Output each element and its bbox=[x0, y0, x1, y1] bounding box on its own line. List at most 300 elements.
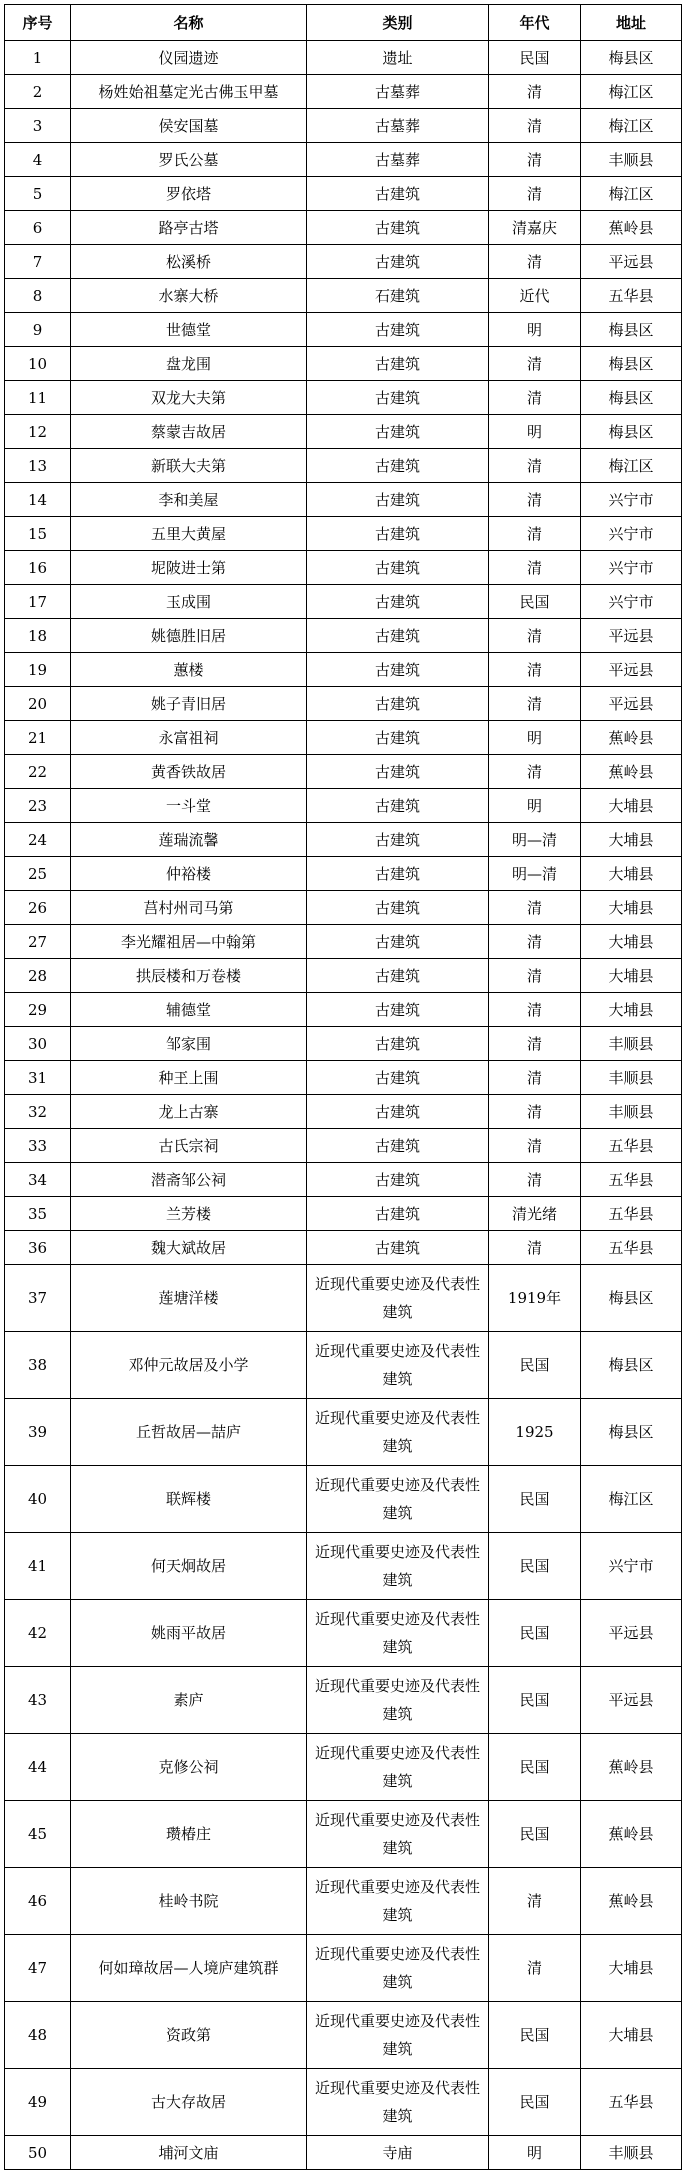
table-row bbox=[5, 755, 682, 789]
header-no: 序号 bbox=[5, 5, 71, 41]
cell-address: 丰顺县 bbox=[581, 1095, 682, 1129]
table-row bbox=[5, 619, 682, 653]
table-row bbox=[5, 1399, 682, 1466]
table-row bbox=[5, 993, 682, 1027]
cell-era: 清 bbox=[489, 925, 581, 959]
table-row bbox=[5, 1533, 682, 1600]
cell-name: 兰芳楼 bbox=[71, 1197, 307, 1231]
cell-name: 邓仲元故居及小学 bbox=[71, 1332, 307, 1399]
cell-name: 仪园遗迹 bbox=[71, 41, 307, 75]
cell-no: 13 bbox=[5, 449, 71, 483]
cell-era: 清 bbox=[489, 381, 581, 415]
cell-name: 盘龙围 bbox=[71, 347, 307, 381]
cell-name: 丘哲故居—喆庐 bbox=[71, 1399, 307, 1466]
table-row bbox=[5, 143, 682, 177]
cell-address: 兴宁市 bbox=[581, 1533, 682, 1600]
cell-address: 丰顺县 bbox=[581, 143, 682, 177]
cell-era: 清嘉庆 bbox=[489, 211, 581, 245]
cell-type: 古建筑 bbox=[307, 1197, 489, 1231]
cell-type: 古建筑 bbox=[307, 177, 489, 211]
cell-address: 梅县区 bbox=[581, 41, 682, 75]
cell-era: 民国 bbox=[489, 1332, 581, 1399]
cell-name: 蕙楼 bbox=[71, 653, 307, 687]
cell-name: 联辉楼 bbox=[71, 1466, 307, 1533]
cell-era: 清 bbox=[489, 891, 581, 925]
cell-address: 五华县 bbox=[581, 279, 682, 313]
cell-address: 蕉岭县 bbox=[581, 1801, 682, 1868]
cell-no: 41 bbox=[5, 1533, 71, 1600]
cell-type: 古建筑 bbox=[307, 993, 489, 1027]
cell-type: 古建筑 bbox=[307, 1129, 489, 1163]
cell-era: 清 bbox=[489, 993, 581, 1027]
table-row bbox=[5, 1163, 682, 1197]
cell-type: 古建筑 bbox=[307, 721, 489, 755]
table-row bbox=[5, 721, 682, 755]
table-row bbox=[5, 1600, 682, 1667]
cell-address: 梅江区 bbox=[581, 177, 682, 211]
cell-type: 近现代重要史迹及代表性建筑 bbox=[307, 1801, 489, 1868]
table-row bbox=[5, 925, 682, 959]
cell-name: 姚子青旧居 bbox=[71, 687, 307, 721]
cell-era: 明 bbox=[489, 789, 581, 823]
cell-address: 梅江区 bbox=[581, 449, 682, 483]
cell-era: 清 bbox=[489, 483, 581, 517]
cell-type: 近现代重要史迹及代表性建筑 bbox=[307, 1734, 489, 1801]
cell-era: 明 bbox=[489, 2136, 581, 2170]
table-header-row bbox=[5, 5, 682, 41]
cell-type: 古建筑 bbox=[307, 891, 489, 925]
cell-era: 民国 bbox=[489, 585, 581, 619]
cell-type: 古建筑 bbox=[307, 1095, 489, 1129]
table-row bbox=[5, 1197, 682, 1231]
cell-address: 蕉岭县 bbox=[581, 1868, 682, 1935]
cell-no: 5 bbox=[5, 177, 71, 211]
cell-name: 魏大斌故居 bbox=[71, 1231, 307, 1265]
cell-address: 兴宁市 bbox=[581, 517, 682, 551]
cell-type: 古建筑 bbox=[307, 687, 489, 721]
table-row bbox=[5, 245, 682, 279]
cell-name: 杨姓始祖墓定光古佛玉甲墓 bbox=[71, 75, 307, 109]
cell-type: 石建筑 bbox=[307, 279, 489, 313]
cell-era: 明—清 bbox=[489, 823, 581, 857]
cell-era: 明 bbox=[489, 721, 581, 755]
cell-address: 大埔县 bbox=[581, 891, 682, 925]
cell-no: 15 bbox=[5, 517, 71, 551]
cell-name: 潜斋邹公祠 bbox=[71, 1163, 307, 1197]
cell-name: 黄香铁故居 bbox=[71, 755, 307, 789]
cell-type: 寺庙 bbox=[307, 2136, 489, 2170]
cell-no: 4 bbox=[5, 143, 71, 177]
table-row bbox=[5, 1868, 682, 1935]
cell-no: 29 bbox=[5, 993, 71, 1027]
cell-address: 蕉岭县 bbox=[581, 211, 682, 245]
cell-no: 47 bbox=[5, 1935, 71, 2002]
cell-address: 平远县 bbox=[581, 653, 682, 687]
cell-no: 25 bbox=[5, 857, 71, 891]
cell-type: 近现代重要史迹及代表性建筑 bbox=[307, 1265, 489, 1332]
cell-type: 近现代重要史迹及代表性建筑 bbox=[307, 1667, 489, 1734]
cell-name: 松溪桥 bbox=[71, 245, 307, 279]
cell-name: 罗依塔 bbox=[71, 177, 307, 211]
cell-name: 罗氏公墓 bbox=[71, 143, 307, 177]
cell-era: 清 bbox=[489, 551, 581, 585]
cell-name: 侯安国墓 bbox=[71, 109, 307, 143]
cell-name: 龙上古寨 bbox=[71, 1095, 307, 1129]
cell-type: 古建筑 bbox=[307, 483, 489, 517]
cell-era: 1919年 bbox=[489, 1265, 581, 1332]
table-row bbox=[5, 1667, 682, 1734]
cell-address: 蕉岭县 bbox=[581, 755, 682, 789]
cell-no: 32 bbox=[5, 1095, 71, 1129]
header-type: 类别 bbox=[307, 5, 489, 41]
cell-address: 平远县 bbox=[581, 1600, 682, 1667]
table-row bbox=[5, 1027, 682, 1061]
table-row bbox=[5, 347, 682, 381]
cell-type: 近现代重要史迹及代表性建筑 bbox=[307, 1533, 489, 1600]
cell-name: 姚雨平故居 bbox=[71, 1600, 307, 1667]
cell-type: 古建筑 bbox=[307, 313, 489, 347]
cell-era: 清 bbox=[489, 1231, 581, 1265]
cell-era: 清 bbox=[489, 1027, 581, 1061]
cell-no: 23 bbox=[5, 789, 71, 823]
cell-era: 民国 bbox=[489, 2069, 581, 2136]
table-row bbox=[5, 959, 682, 993]
cell-era: 清 bbox=[489, 177, 581, 211]
cell-no: 39 bbox=[5, 1399, 71, 1466]
table-body bbox=[5, 41, 682, 2170]
cell-address: 大埔县 bbox=[581, 959, 682, 993]
cell-no: 44 bbox=[5, 1734, 71, 1801]
table-row bbox=[5, 1332, 682, 1399]
cell-address: 五华县 bbox=[581, 1231, 682, 1265]
cell-name: 双龙大夫第 bbox=[71, 381, 307, 415]
cell-address: 大埔县 bbox=[581, 823, 682, 857]
cell-era: 清 bbox=[489, 1129, 581, 1163]
cell-type: 近现代重要史迹及代表性建筑 bbox=[307, 1332, 489, 1399]
cell-name: 何如璋故居—人境庐建筑群 bbox=[71, 1935, 307, 2002]
cell-no: 31 bbox=[5, 1061, 71, 1095]
cell-address: 平远县 bbox=[581, 687, 682, 721]
table-row bbox=[5, 1265, 682, 1332]
cell-era: 明 bbox=[489, 313, 581, 347]
cell-no: 26 bbox=[5, 891, 71, 925]
table-row bbox=[5, 1231, 682, 1265]
cell-no: 42 bbox=[5, 1600, 71, 1667]
cell-type: 古建筑 bbox=[307, 245, 489, 279]
cell-address: 梅江区 bbox=[581, 109, 682, 143]
cell-name: 坭陂进士第 bbox=[71, 551, 307, 585]
cell-name: 邹家围 bbox=[71, 1027, 307, 1061]
cell-no: 7 bbox=[5, 245, 71, 279]
cell-name: 莲塘洋楼 bbox=[71, 1265, 307, 1332]
cell-era: 清 bbox=[489, 1061, 581, 1095]
cell-no: 17 bbox=[5, 585, 71, 619]
cell-address: 蕉岭县 bbox=[581, 721, 682, 755]
cell-era: 清 bbox=[489, 143, 581, 177]
cell-era: 清 bbox=[489, 619, 581, 653]
cell-type: 古建筑 bbox=[307, 1027, 489, 1061]
cell-address: 梅县区 bbox=[581, 381, 682, 415]
cell-no: 48 bbox=[5, 2002, 71, 2069]
cell-no: 9 bbox=[5, 313, 71, 347]
header-address: 地址 bbox=[581, 5, 682, 41]
cell-no: 21 bbox=[5, 721, 71, 755]
cell-no: 18 bbox=[5, 619, 71, 653]
cell-name: 玉成围 bbox=[71, 585, 307, 619]
cell-type: 近现代重要史迹及代表性建筑 bbox=[307, 1399, 489, 1466]
table-row bbox=[5, 891, 682, 925]
cell-no: 10 bbox=[5, 347, 71, 381]
cell-no: 12 bbox=[5, 415, 71, 449]
cell-no: 8 bbox=[5, 279, 71, 313]
cell-no: 33 bbox=[5, 1129, 71, 1163]
cell-era: 民国 bbox=[489, 2002, 581, 2069]
cell-no: 1 bbox=[5, 41, 71, 75]
cell-era: 清 bbox=[489, 75, 581, 109]
cell-type: 近现代重要史迹及代表性建筑 bbox=[307, 1600, 489, 1667]
cell-address: 大埔县 bbox=[581, 857, 682, 891]
table-row bbox=[5, 823, 682, 857]
cell-era: 清 bbox=[489, 1868, 581, 1935]
cell-no: 30 bbox=[5, 1027, 71, 1061]
cell-type: 古建筑 bbox=[307, 789, 489, 823]
cell-no: 22 bbox=[5, 755, 71, 789]
cell-name: 永富祖祠 bbox=[71, 721, 307, 755]
cell-era: 清 bbox=[489, 347, 581, 381]
table-row bbox=[5, 1734, 682, 1801]
cell-no: 49 bbox=[5, 2069, 71, 2136]
cell-era: 清 bbox=[489, 653, 581, 687]
table-row bbox=[5, 313, 682, 347]
cell-name: 拱辰楼和万卷楼 bbox=[71, 959, 307, 993]
cell-address: 梅县区 bbox=[581, 1332, 682, 1399]
cell-address: 兴宁市 bbox=[581, 483, 682, 517]
cell-era: 清 bbox=[489, 755, 581, 789]
cell-address: 五华县 bbox=[581, 1197, 682, 1231]
cell-no: 2 bbox=[5, 75, 71, 109]
cell-no: 38 bbox=[5, 1332, 71, 1399]
cell-era: 清光绪 bbox=[489, 1197, 581, 1231]
cell-type: 古墓葬 bbox=[307, 143, 489, 177]
cell-no: 40 bbox=[5, 1466, 71, 1533]
cell-address: 丰顺县 bbox=[581, 1061, 682, 1095]
cell-address: 丰顺县 bbox=[581, 2136, 682, 2170]
cell-name: 李光耀祖居—中翰第 bbox=[71, 925, 307, 959]
cell-type: 近现代重要史迹及代表性建筑 bbox=[307, 1868, 489, 1935]
table-row bbox=[5, 109, 682, 143]
cell-address: 大埔县 bbox=[581, 993, 682, 1027]
cell-name: 姚德胜旧居 bbox=[71, 619, 307, 653]
cell-no: 35 bbox=[5, 1197, 71, 1231]
cell-type: 近现代重要史迹及代表性建筑 bbox=[307, 1466, 489, 1533]
cell-name: 水寨大桥 bbox=[71, 279, 307, 313]
cell-type: 古建筑 bbox=[307, 1163, 489, 1197]
cell-no: 27 bbox=[5, 925, 71, 959]
cell-type: 古建筑 bbox=[307, 925, 489, 959]
cell-name: 仲裕楼 bbox=[71, 857, 307, 891]
cell-type: 近现代重要史迹及代表性建筑 bbox=[307, 1935, 489, 2002]
cell-name: 莲瑞流馨 bbox=[71, 823, 307, 857]
cell-type: 古建筑 bbox=[307, 551, 489, 585]
cell-no: 34 bbox=[5, 1163, 71, 1197]
table-row bbox=[5, 551, 682, 585]
table-row bbox=[5, 41, 682, 75]
cell-type: 遗址 bbox=[307, 41, 489, 75]
table-row bbox=[5, 279, 682, 313]
table-row bbox=[5, 1935, 682, 2002]
cell-name: 古大存故居 bbox=[71, 2069, 307, 2136]
table-row bbox=[5, 177, 682, 211]
cell-type: 古墓葬 bbox=[307, 109, 489, 143]
cell-name: 素庐 bbox=[71, 1667, 307, 1734]
cell-name: 资政第 bbox=[71, 2002, 307, 2069]
table-row bbox=[5, 2136, 682, 2170]
cell-era: 清 bbox=[489, 109, 581, 143]
cell-name: 路亭古塔 bbox=[71, 211, 307, 245]
table-row bbox=[5, 1801, 682, 1868]
table-row bbox=[5, 653, 682, 687]
cell-type: 古建筑 bbox=[307, 823, 489, 857]
cell-name: 一斗堂 bbox=[71, 789, 307, 823]
heritage-sites-table bbox=[4, 4, 682, 2170]
cell-address: 梅县区 bbox=[581, 415, 682, 449]
cell-era: 清 bbox=[489, 1163, 581, 1197]
cell-type: 古建筑 bbox=[307, 415, 489, 449]
cell-name: 桂岭书院 bbox=[71, 1868, 307, 1935]
cell-era: 清 bbox=[489, 1935, 581, 2002]
cell-address: 平远县 bbox=[581, 1667, 682, 1734]
cell-name: 世德堂 bbox=[71, 313, 307, 347]
cell-address: 梅县区 bbox=[581, 1399, 682, 1466]
cell-era: 民国 bbox=[489, 1533, 581, 1600]
cell-era: 民国 bbox=[489, 1801, 581, 1868]
table-row bbox=[5, 449, 682, 483]
cell-address: 大埔县 bbox=[581, 925, 682, 959]
cell-type: 古建筑 bbox=[307, 449, 489, 483]
table-row bbox=[5, 2069, 682, 2136]
cell-address: 梅江区 bbox=[581, 1466, 682, 1533]
cell-type: 古建筑 bbox=[307, 653, 489, 687]
cell-type: 古建筑 bbox=[307, 517, 489, 551]
table-row bbox=[5, 517, 682, 551]
table-row bbox=[5, 2002, 682, 2069]
table-row bbox=[5, 857, 682, 891]
cell-address: 蕉岭县 bbox=[581, 1734, 682, 1801]
cell-era: 民国 bbox=[489, 1466, 581, 1533]
cell-type: 古建筑 bbox=[307, 1061, 489, 1095]
cell-address: 兴宁市 bbox=[581, 551, 682, 585]
cell-era: 清 bbox=[489, 449, 581, 483]
table-row bbox=[5, 1061, 682, 1095]
table-row bbox=[5, 687, 682, 721]
cell-era: 明 bbox=[489, 415, 581, 449]
cell-name: 古氏宗祠 bbox=[71, 1129, 307, 1163]
cell-type: 古建筑 bbox=[307, 585, 489, 619]
cell-era: 清 bbox=[489, 959, 581, 993]
cell-name: 辅德堂 bbox=[71, 993, 307, 1027]
cell-no: 46 bbox=[5, 1868, 71, 1935]
cell-name: 克修公祠 bbox=[71, 1734, 307, 1801]
cell-name: 何天炯故居 bbox=[71, 1533, 307, 1600]
cell-type: 近现代重要史迹及代表性建筑 bbox=[307, 2002, 489, 2069]
cell-era: 清 bbox=[489, 517, 581, 551]
cell-address: 五华县 bbox=[581, 1129, 682, 1163]
cell-address: 五华县 bbox=[581, 1163, 682, 1197]
cell-no: 37 bbox=[5, 1265, 71, 1332]
cell-type: 古建筑 bbox=[307, 1231, 489, 1265]
cell-name: 五里大黄屋 bbox=[71, 517, 307, 551]
cell-no: 16 bbox=[5, 551, 71, 585]
cell-era: 明—清 bbox=[489, 857, 581, 891]
cell-address: 大埔县 bbox=[581, 789, 682, 823]
cell-type: 古建筑 bbox=[307, 381, 489, 415]
cell-address: 兴宁市 bbox=[581, 585, 682, 619]
cell-era: 民国 bbox=[489, 1734, 581, 1801]
cell-no: 20 bbox=[5, 687, 71, 721]
cell-type: 古建筑 bbox=[307, 755, 489, 789]
table-row bbox=[5, 211, 682, 245]
cell-name: 李和美屋 bbox=[71, 483, 307, 517]
table-row bbox=[5, 1095, 682, 1129]
cell-name: 蔡蒙吉故居 bbox=[71, 415, 307, 449]
cell-era: 民国 bbox=[489, 41, 581, 75]
cell-address: 平远县 bbox=[581, 245, 682, 279]
cell-name: 埔河文庙 bbox=[71, 2136, 307, 2170]
cell-no: 24 bbox=[5, 823, 71, 857]
heritage-table-container bbox=[4, 4, 681, 2170]
cell-no: 50 bbox=[5, 2136, 71, 2170]
cell-era: 清 bbox=[489, 245, 581, 279]
cell-name: 莒村州司马第 bbox=[71, 891, 307, 925]
cell-address: 五华县 bbox=[581, 2069, 682, 2136]
cell-era: 近代 bbox=[489, 279, 581, 313]
cell-address: 大埔县 bbox=[581, 1935, 682, 2002]
cell-address: 梅县区 bbox=[581, 313, 682, 347]
cell-address: 平远县 bbox=[581, 619, 682, 653]
cell-type: 古建筑 bbox=[307, 211, 489, 245]
cell-no: 6 bbox=[5, 211, 71, 245]
cell-no: 14 bbox=[5, 483, 71, 517]
cell-name: 瓒椿庄 bbox=[71, 1801, 307, 1868]
cell-type: 古建筑 bbox=[307, 959, 489, 993]
header-name: 名称 bbox=[71, 5, 307, 41]
cell-era: 民国 bbox=[489, 1600, 581, 1667]
table-row bbox=[5, 1466, 682, 1533]
cell-type: 古建筑 bbox=[307, 857, 489, 891]
table-row bbox=[5, 483, 682, 517]
cell-era: 1925 bbox=[489, 1399, 581, 1466]
cell-no: 28 bbox=[5, 959, 71, 993]
cell-address: 大埔县 bbox=[581, 2002, 682, 2069]
table-row bbox=[5, 381, 682, 415]
cell-name: 新联大夫第 bbox=[71, 449, 307, 483]
cell-address: 梅江区 bbox=[581, 75, 682, 109]
cell-type: 古建筑 bbox=[307, 619, 489, 653]
cell-type: 古建筑 bbox=[307, 347, 489, 381]
cell-era: 清 bbox=[489, 687, 581, 721]
table-row bbox=[5, 585, 682, 619]
cell-type: 近现代重要史迹及代表性建筑 bbox=[307, 2069, 489, 2136]
table-row bbox=[5, 1129, 682, 1163]
cell-no: 19 bbox=[5, 653, 71, 687]
cell-address: 梅县区 bbox=[581, 347, 682, 381]
cell-no: 11 bbox=[5, 381, 71, 415]
table-row bbox=[5, 789, 682, 823]
table-row bbox=[5, 75, 682, 109]
cell-no: 43 bbox=[5, 1667, 71, 1734]
cell-name: 种玊上围 bbox=[71, 1061, 307, 1095]
cell-era: 清 bbox=[489, 1095, 581, 1129]
